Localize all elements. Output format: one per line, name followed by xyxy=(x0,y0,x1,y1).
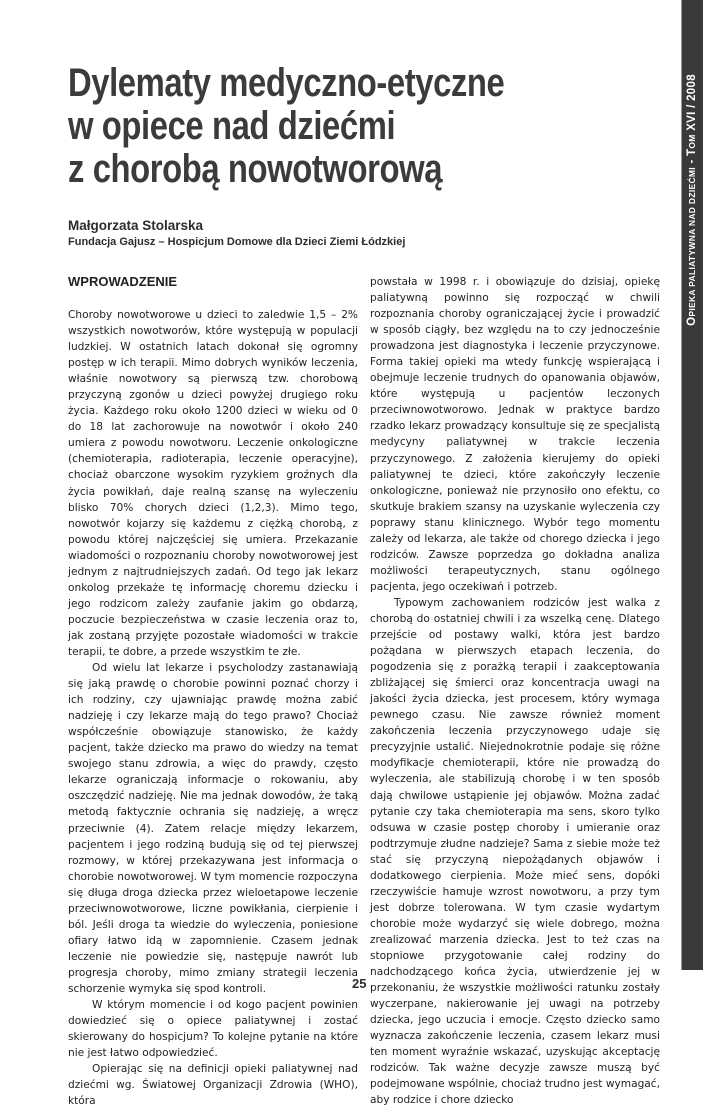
title-line-2: w opiece nad dziećmi xyxy=(68,104,396,148)
title-line-3: z chorobą nowotworową xyxy=(68,147,443,191)
author-name: Małgorzata Stolarska xyxy=(68,218,204,233)
paragraph: Od wielu lat lekarze i psycholodzy zastanawiają się jaką prawdę o chorobie powinni poznać chorzy i ich rodziny, czy ujawniając prawdę można zabić nadzieję i czy lekarze mają do tego prawo? Chociaż współcześnie obowiązuje stanowisko, że każdy pacjent, także dziecko ma prawo do wiedzy na temat swojego stanu zdrowia, a więc do prawdy, często lekarze ograniczają informacje o rokowaniu, aby oszczędzić nadzieję. Nie ma jednak dowodów, że taką metodą faktycznie ochrania się nadzieję, a wręcz przeciwnie (4). Zatem relacje między lekarzem, pacjentem i jego rodziną budują się od tej pierwszej rozmowy, w której przekazywana jest informacja o chorobie nowotworowej. W tym momencie rozpoczyna się długa droga dziecka przez wieloetapowe leczenie przeciwnowotworowe, liczne powikłania, cierpienie i ból. Jeśli droga ta wiedzie do wyleczenia, poniesione ofiary łatwo idą w zapomnienie. Czasem jednak leczenie nie powiedzie się, następuje nawrót lub progresja choroby, mimo zmiany strategii leczenia schorzenie wymyka się spod kontroli. xyxy=(68,662,358,995)
journal-running-header xyxy=(686,74,698,326)
left-text-column xyxy=(68,274,358,1109)
journal-name-initial: O xyxy=(686,316,698,326)
paragraph: powstała w 1998 r. i obowiązuje do dzisiaj, opiekę paliatywną powinno się rozpocząć w chwili rozpoznania choroby ograniczającej życie i prowadzić w sposób ciągły, bez względu na to czy jednocześnie prowadzona jest diagnostyka i leczenie przyczynowe. Forma takiej opieki ma wtedy funkcję wspierającą i obejmuje leczenie trudnych do opanowania objawów, które występują u pacjentów leczonych przeciwnowotworowo. Jednak w praktyce bardzo rzadko lekarz prowadzący konsultuje się ze specjalistą medycyny paliatywnej w trakcie leczenia przyczynowego. Z założenia kierujemy do opieki paliatywnej te dzieci, które zakończyły leczenie onkologiczne, ponieważ nie przynosiło ono efektu, co skutkuje brakiem szansy na uzyskanie wyleczenia czy poprawy stanu klinicznego. Wybór tego momentu zależy od lekarza, ale także od chorego dziecka i jego rodziców. Zawsze poprzedza go dokładna analiza możliwości terapeutycznych, stanu ogólnego pacjenta, jego oczekiwań i potrzeb. xyxy=(370,276,660,593)
paragraph: Typowym zachowaniem rodziców jest walka z chorobą do ostatniej chwili i za wszelką cenę. Dlatego przejście od postawy walki, która jest bardzo pożądana w pierwszych etapach leczenia, do pogodzenia się z porażką terapii i zaakceptowania zbliżającej się śmierci oraz koncentracja uwagi na jakości życia dziecka, jest procesem, który wymaga pewnego czasu. Nie zawsze również moment zakończenia leczenia przyczynowego udaje się precyzyjnie ustalić. Niejednokrotnie podaje się różne modyfikacje chemioterapii, które nie prowadzą do wyleczenia, ale stabilizują chorobę i w ten sposób dają chwilowe ustąpienie jej objawów. Można zadać pytanie czy taka chemioterapia ma sens, skoro tylko odsuwa w czasie postęp choroby i umieranie oraz podtrzymuje złudne nadzieje? Sama z siebie może też stać się przyczyną niepożądanych objawów i dodatkowego cierpienia. Może mieć sens, dopóki rzeczywiście hamuje wzrost nowotworu, a przy tym jest dobrze tolerowana. W tym czasie wydartym chorobie może wydarzyć się wiele dobrego, można zrealizować marzenia dziecka. Jest to też czas na stopniowe przygotowanie całej rodziny do nadchodzącego końca życia, utwierdzenie jej w przekonaniu, że wszystkie możliwości ratunku zostały wyczerpane, nakierowanie jej uwagi na potrzeby dziecka, jego uczucia i emocje. Często dziecko samo wyznacza zakończenie leczenia, czasem lekarz musi ten moment wyraźnie wskazać, uzyskując akceptację rodziców. Tak ważne decyzje zawsze muszą być podejmowane wspólnie, chociaż trudno jest wymagać, aby rodzice i chore dziecko xyxy=(370,596,660,1107)
title-line-1: Dylematy medyczno-etyczne xyxy=(68,61,505,105)
paragraph: Opierając się na definicji opieki paliatywnej nad dziećmi wg. Światowej Organizacji Zdrowia (WHO), która xyxy=(68,1063,358,1108)
section-heading: WPROWADZENIE xyxy=(68,274,178,289)
paragraph: Choroby nowotworowe u dzieci to zaledwie 1,5 – 2% wszystkich nowotworów, które występują w populacji ludzkiej. W ostatnich latach dokonał się ogromny postęp w ich terapii. Mimo dobrych wyników leczenia, właśnie nowotwory są pierwszą tzw. chorobową przyczyną zgonów u dzieci powyżej drugiego roku życia. Każdego roku około 1200 dzieci w wieku od 0 do 18 lat zachorowuje na nowotwór i około 240 umiera z powodu nowotworu. Leczenie onkologiczne (chemioterapia, radioterapia, leczenie operacyjne), chociaż obarczone wysokim ryzykiem groźnych dla życia powikłań, daje realną szansę na wyleczeniu blisko 70% chorych dzieci (1,2,3). Mimo tego, nowotwór kojarzy się każdemu z ciężką chorobą, z powodu której najczęściej się umiera. Przekazanie wiadomości o rozpoznaniu choroby nowotworowej jest jednym z najtrudniejszych zadań. Od tego jak lekarz onkolog przekaże tę informację choremu dziecku i jego rodzicom zależy zaufanie jakim go obdarzą, poczucie bezpieczeństwa w czasie leczenia oraz to, jak zostaną przyjęte pozostałe wiadomości w trakcie terapii, te dobre, a przede wszystkim te złe. xyxy=(68,309,358,658)
journal-name-rest: PIEKA PALIATYWNA NAD DZIEĆMI xyxy=(687,167,697,317)
author-affiliation: Fundacja Gajusz – Hospicjum Domowe dla Dzieci Ziemi Łódzkiej xyxy=(68,236,406,248)
volume-year: XVI / 2008 xyxy=(686,74,698,135)
paragraph: W którym momencie i od kogo pacjent powinien dowiedzieć się o opiece paliatywnej i zostać skierowany do hospicjum? To kolejne pytanie na które nie jest łatwo odpowiedzieć. xyxy=(68,999,358,1060)
volume-label-rest: OM xyxy=(687,134,697,149)
right-text-column xyxy=(370,274,660,1108)
article-title xyxy=(68,62,560,191)
volume-separator: - T xyxy=(686,148,698,168)
page-number: 25 xyxy=(352,976,367,991)
